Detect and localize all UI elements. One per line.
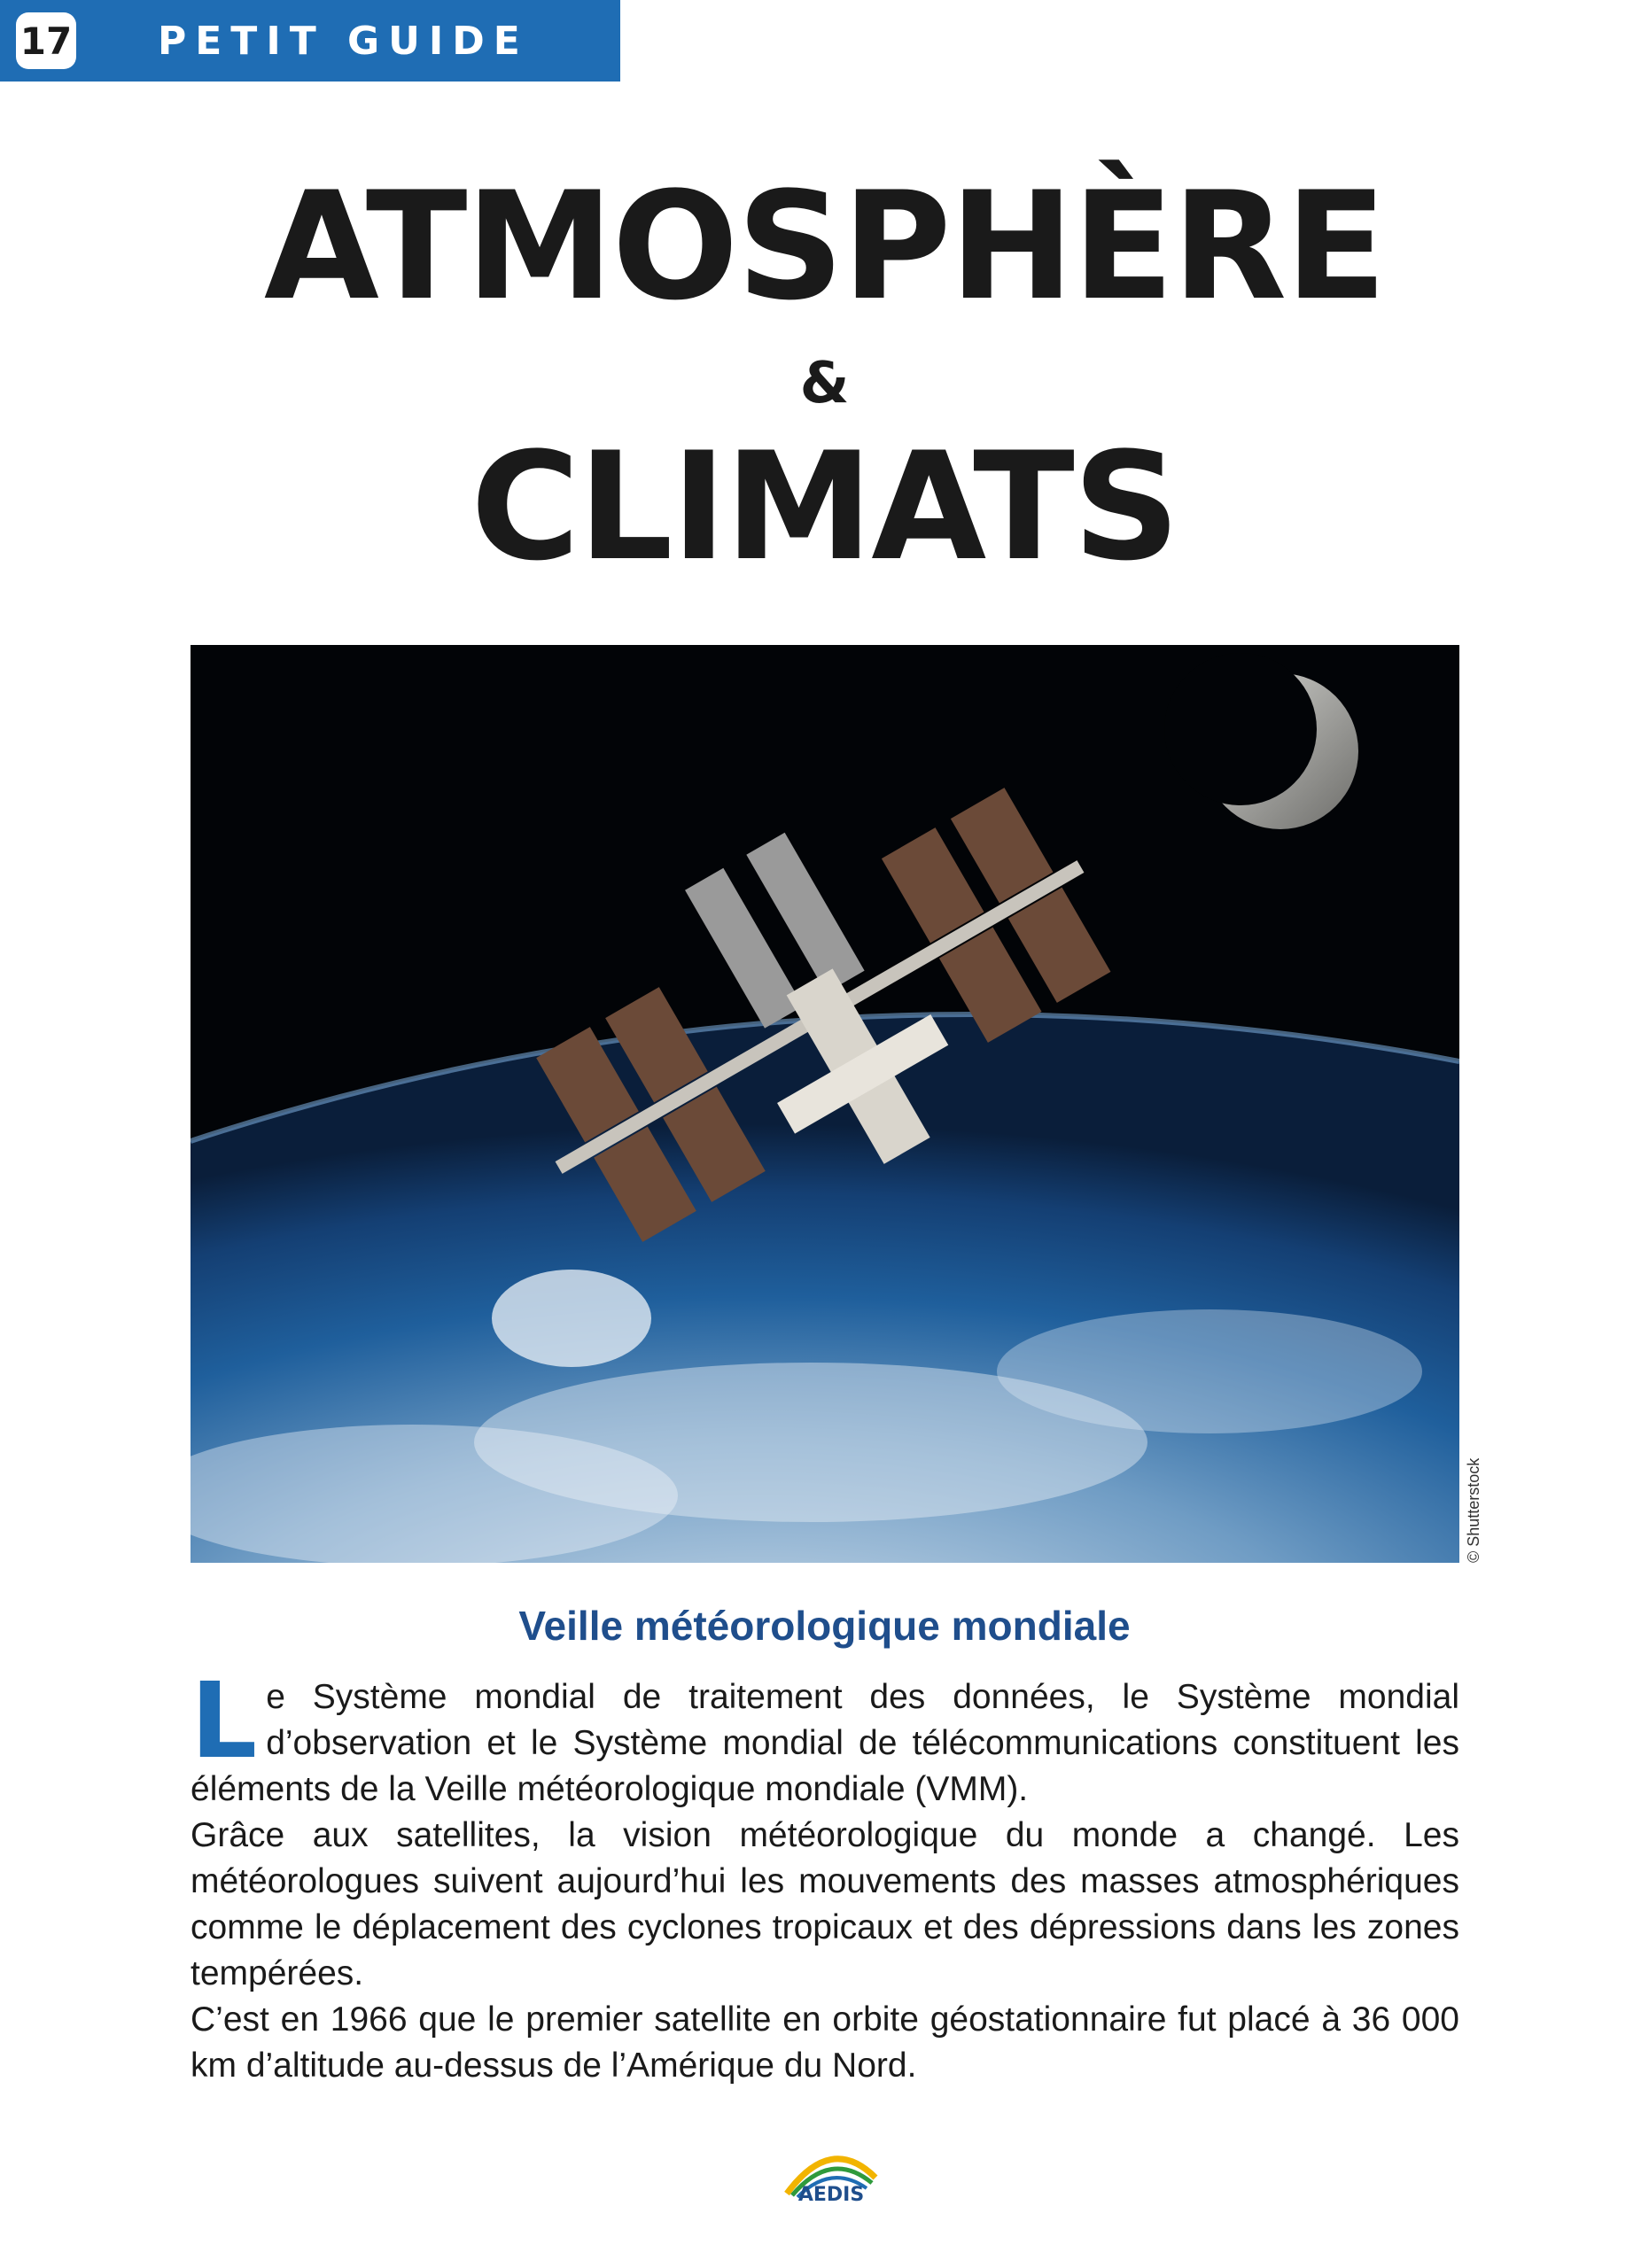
drop-cap: L [191, 1659, 258, 1782]
space-station-earth-image [191, 645, 1459, 1563]
title-line-2: CLIMATS [471, 420, 1178, 594]
aedis-logo-icon [778, 2142, 884, 2204]
paragraph-1 [191, 1659, 1459, 1813]
paragraph-2: Grâce aux satellites, la vision météorologique du monde a changé. Les météorologues suivent aujourd’hui les mouvements des masses atmosphériques comme le déplacement des cyclones tropicaux et des dépressions dans les zones tempérées. [191, 1816, 1459, 1992]
guide-number-badge: 17 [16, 12, 76, 69]
paragraph-1-text: e Système mondial de traitement des données, le Système mondial d’observation et le Système mondial de télécommunications constituent les éléments de la Veille météorologique mondiale (VMM). [191, 1678, 1459, 1808]
section-heading: Veille météorologique mondiale [518, 1603, 1131, 1649]
cover-photo [191, 645, 1459, 1563]
body-text [191, 1659, 1459, 2089]
series-name: PETIT GUIDE [158, 18, 529, 64]
paragraph-3: C’est en 1966 que le premier satellite en orbite géostationnaire fut placé à 36 000 km d’altitude au-dessus de l’Amérique du Nord. [191, 2000, 1459, 2085]
series-banner [0, 0, 620, 82]
publisher-logo [778, 2142, 884, 2204]
svg-text:AEDIS: AEDIS [797, 2184, 865, 2204]
photo-credit: © Shutterstock [1465, 1457, 1482, 1563]
title-line-1: ATMOSPHÈRE [263, 159, 1386, 333]
title-ampersand: & [799, 351, 850, 416]
